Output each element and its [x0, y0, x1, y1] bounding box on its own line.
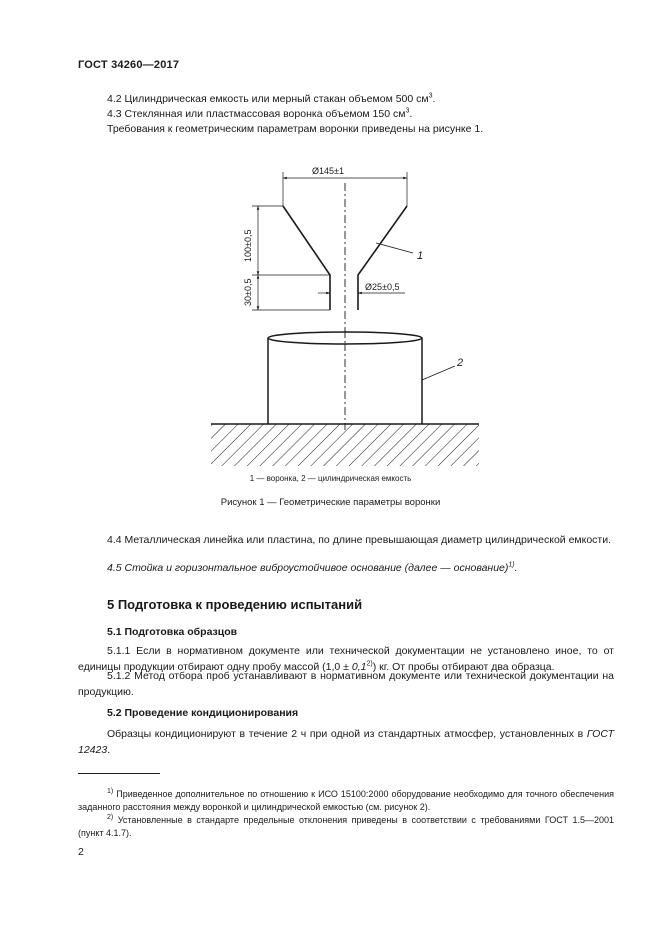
funnel-figure — [0, 140, 661, 470]
figure-legend: 1 — воронка, 2 — цилиндрическая емкость — [249, 474, 412, 483]
document-header: ГОСТ 34260—2017 — [78, 59, 180, 71]
dim-funnel-height: 100±0,5 — [243, 229, 253, 262]
dim-neck-height: 30±0,5 — [243, 278, 253, 306]
dim-top-diameter: Ø145±1 — [312, 166, 344, 176]
page-number: 2 — [78, 846, 84, 858]
item-5-1-1: 5.1.1 Если в нормативном документе или технической документации не установлено иное, то от единицы продукции отбирают одну пробу массой $(1,0 \pm 0,1^{2)})$ кг. От пробы отбирают два образца. — [78, 645, 614, 673]
figure-label-2: 2 — [457, 357, 464, 369]
footnote-separator — [78, 773, 160, 774]
section-5-1-heading: 5.1 Подготовка образцов — [107, 626, 238, 638]
item-5-1-2: 5.1.2 Метод отбора проб устанавливают в нормативном документе или технической документации на продукцию. — [78, 670, 614, 698]
figure-caption: Рисунок 1 — Геометрические параметры воронки — [220, 497, 441, 508]
item-4-5: 4.5 Стойка и горизонтальное виброустойчивое основание (далее — основание)$^{1)}$. — [107, 561, 518, 574]
leader-line-2 — [422, 366, 455, 380]
item-4-4: 4.4 Металлическая линейка или пластина, по длине превышающая диаметр цилиндрической емкости. — [107, 534, 612, 546]
figure-label-1: 1 — [417, 250, 424, 262]
footnote-2: $^{2)}$ Установленные в стандарте предельные отклонения приведены в соответствии с требованиями ГОСТ 1.5—2001 (пункт 4.1.7). — [78, 814, 614, 838]
dim-neck-diameter: Ø25±0,5 — [365, 282, 400, 292]
funnel-left-wall — [283, 206, 330, 310]
leader-line-1 — [376, 243, 413, 253]
section-5-heading: 5 Подготовка к проведению испытаний — [107, 597, 363, 612]
conditioning-paragraph: Образцы кондиционируют в течение 2 ч при одной из стандартных атмосфер, установленных в ГОСТ 12423. — [78, 728, 614, 756]
section-5-2-heading: 5.2 Проведение кондиционирования — [107, 707, 299, 719]
item-4-3: 4.3 Стеклянная или пластмассовая воронка объемом 150 $см^3$. — [107, 107, 413, 120]
item-4-2: 4.2 Цилиндрическая емкость или мерный стакан объемом 500 $см^3$. — [107, 92, 436, 105]
base-hatching — [211, 424, 479, 466]
figure-reference-text: Требования к геометрическим параметрам воронки приведены на рисунке 1. — [107, 123, 484, 135]
footnote-1: $^{1)}$ Приведенное дополнительное по отношению к ИСО 15100:2000 оборудование необходимо для точного обеспечения заданного расстояния между воронкой и цилиндрической емкостью (см. рисунок 2). — [78, 788, 614, 812]
funnel-right-wall — [358, 206, 407, 310]
